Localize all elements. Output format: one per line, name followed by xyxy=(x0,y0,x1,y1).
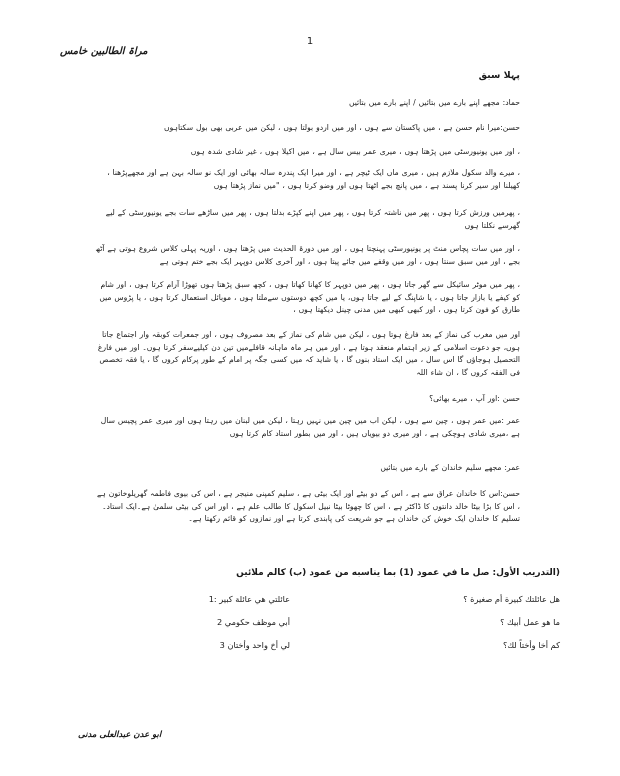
lesson-title: پہلا سبق xyxy=(478,70,520,81)
header-title: مراۃ الطالبین خامس xyxy=(60,46,148,57)
paragraph: ، اور میں یونیورسٹی میں پڑھتا ہوں ، میری عمر بیس سال ہے ، میں اکیلا ہوں ، غیر شادی شدہ ہوں xyxy=(190,147,520,156)
paragraph: ، میرے والد سکول ملازم ہیں ، میری ماں ایک ٹیچر ہے ، اور میرا ایک پندرہ سالہ بھائی اور ایک نو سالہ بہن ہے اور مجھےپڑھنا ، کھیلنا اور سیر کرنا پسند ہے ، میں پانچ بجے اٹھتا ہوں اور وضو کرتا ہوں ، "میں نماز پڑھتا ہوں xyxy=(107,168,520,190)
exercise-answer: أبي موظف حكومي 2 xyxy=(216,617,290,627)
paragraph: ، اور میں سات پچاس منٹ پر یونیورسٹی پہنچتا ہوں ، اور میں دورۃ الحدیث میں پڑھتا ہوں ، اوریہ پہلی کلاس شروع ہوتی ہے آٹھ بجے ، اور میں سبق سنتا ہوں ، اور میں وقفے میں جائے پیتا ہوں ، اور آخری کلاس دوپہر ایک بجے ختم ہوتی ہے xyxy=(95,244,520,266)
exercise-title: (التدريب الأول: صل ما في عمود (1) بما يناسبه من عمود (ب) كالم ملائيں xyxy=(236,568,560,578)
paragraph: حسن :اور آپ ، میرے بھائی؟ xyxy=(429,394,520,403)
paragraph: اور میں مغرب کی نماز کے بعد فارغ ہوتا ہوں ، لیکن میں شام کی نماز کے بعد مصروف ہوں ، اور جمعرات کوبقہ وار اجتماع جاتا ہوں، جو دعوت اسلامی کے زیر اہتمام منعقد ہوتا ہے ، اور میں ہر ماہ ماہانہ قافلےمیں تین دن کیلیےسفر کرتا ہوں۔ اور میں فارغ التحصیل ہوجاؤں گا اس سال ، میں ایک استاد بنوں گا ، یا شاید کہ میں کسی جگہ پر امام کے طور پرکام کروں گا ، یا فقہ تخصص فی الفقہ کروں گا ، ان شاء اللہ xyxy=(97,330,520,377)
exercise-question: كم أخا وأختاً لك؟ xyxy=(503,640,560,650)
paragraph: عمر :میں عمر ہوں ، چین سے ہوں ، لیکن اب میں چین میں نہیں رہتا ، لیکن میں لبنان میں رہتا ہوں اور میری عمر پچیس سال ہے ،میری شادی ہوچکی ہے ، اور میری دو بیویاں ہیں ، اور میں بطور استاد کام کرتا ہوں xyxy=(100,416,520,438)
exercise-answer: لي أخ واحد وأختان 3 xyxy=(219,640,290,650)
paragraph: ، پھر میں موٹر سائیکل سے گھر جاتا ہوں ، پھر میں دوپہر کا کھانا کھاتا ہوں ، کچھ سبق پڑھتا ہوں تھوڑا آرام کرتا ہوں ، اور شام کو کیفے یا بازار جاتا ہوں ، یا شاپنگ کے لیے جاتا ہوں، یا میں کچھ دوستوں سےملتا ہوں ، موبائل استعمال کرتا ہوں ، یا پڑوس میں طارق کو فون کرتا ہوں ، اور کبھی کبھی میں مدنی چینل دیکھتا ہوں ، xyxy=(99,280,520,314)
exercise-question: ما هو عمل أبيك ؟ xyxy=(500,617,560,627)
paragraph: حسن:اس کا خاندان عراق سے ہے ، اس کے دو بیٹے اور ایک بیٹی ہے ، سلیم کمپنی منیجر ہے ، اس کی بیوی فاطمہ گھریلوخاتون ہے ، اس کا بڑا بیٹا خالد دانتوں کا ڈاکٹر ہے ، اس کا چھوٹا بیٹا نبیل اسکول کا طالب علم ہے ، اور اس کی بیٹی سلمیٰ ہے۔ایک استاد۔ تسلیم کا خاندان ایک خوش کن خاندان ہے جو شریعت کی پابندی کرتا ہے اور نمازوں کو قائم رکھتا ہے۔ xyxy=(96,489,520,523)
footer-author: ابو عدن عبدالعلی مدنی xyxy=(78,730,162,740)
paragraph: ، پھرمیں ورزش کرتا ہوں ، پھر میں ناشتہ کرتا ہوں ، پھر میں اپنے کپڑے بدلتا ہوں ، پھر میں ساڑھے سات بجے یونیورسٹی کے لیے گھرسے نکلتا ہوں xyxy=(105,208,520,230)
paragraph: حسن:میرا نام حسن ہے ، میں پاکستان سے ہوں ، اور میں اردو بولتا ہوں ، لیکن میں عربی بھی بول سکتاہوں xyxy=(164,123,520,132)
paragraph: حماد: مجھے اپنے بارے میں بتائیں / اپنے بارے میں بتائیں xyxy=(348,98,520,107)
page-number: 1 xyxy=(306,36,314,47)
exercise-answer: عائلتي هي عائلة كبير :1 xyxy=(208,594,290,604)
paragraph: عمر: مجھے سلیم خاندان کے بارے میں بتائیں xyxy=(380,463,520,472)
exercise-question: هل عائلتك كبيرة أم صغيرة ؟ xyxy=(463,594,560,604)
